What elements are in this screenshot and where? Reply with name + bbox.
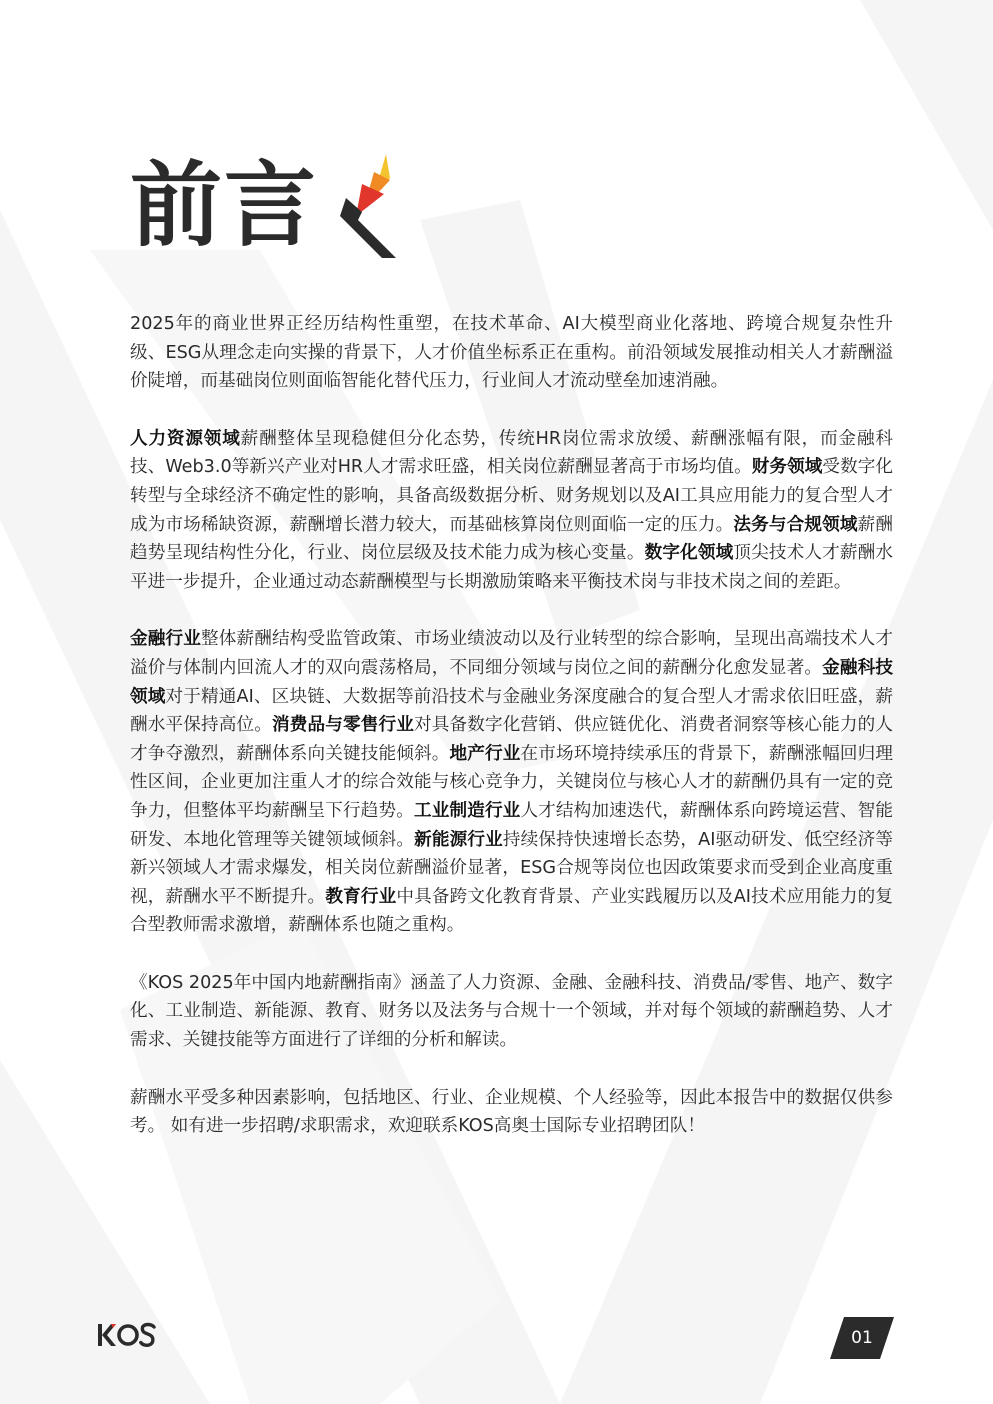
fintech-heading: 金融科技领域 <box>130 657 893 707</box>
digital-field-text: 顶尖技术人才薪酬水平进一步提升，企业通过动态薪酬模型与长期激励策略来平衡技术岗与非技术岗之间的差距。 <box>130 543 893 592</box>
brand-chevron-icon <box>340 154 400 258</box>
industrial-manufacturing-heading: 工业制造行业 <box>413 800 521 821</box>
kos-logo <box>98 1322 158 1352</box>
financial-industry-text: 整体薪酬结构受监管政策、市场业绩波动以及行业转型的综合影响，呈现出高端技术人才溢价与体制内回流人才的双向震荡格局，不同细分领域与岗位之间的薪酬分化愈发显著。 <box>130 629 893 678</box>
intro-paragraph <box>130 310 893 396</box>
disclaimer-paragraph <box>130 1084 893 1141</box>
paragraph-text: 薪酬水平受多种因素影响，包括地区、行业、企业规模、个人经验等，因此本报告中的数据仅供参考。 如有进一步招聘/求职需求，欢迎联系KOS高奥士国际专业招聘团队！ <box>130 1087 893 1137</box>
guide-scope-paragraph <box>130 969 893 1055</box>
financial-industry-heading: 金融行业 <box>130 629 201 650</box>
legal-compliance-heading: 法务与合规领域 <box>733 514 858 535</box>
industrial-manufacturing-text: 人才结构加速迭代，薪酬体系向跨境运营、智能研发、本地化管理等关键领域倾斜。 <box>130 800 893 850</box>
fintech-text: 对于精通AI、区块链、大数据等前沿技术与金融业务深度融合的复合型人才需求依旧旺盛，薪酬水平保持高位。 <box>130 686 893 736</box>
new-energy-heading: 新能源行业 <box>414 829 503 850</box>
page-number: 01 <box>851 1328 873 1348</box>
paragraph-text: 《KOS 2025年中国内地薪酬指南》涵盖了人力资源、金融、金融科技、消费品/零售、地产、数字化、工业制造、新能源、教育、财务以及法务与合规十一个领域，并对每个领域的薪酬趋势、人才需求、关键技能等方面进行了详细的分析和解读。 <box>130 972 893 1051</box>
finance-field-heading: 财务领域 <box>751 457 823 478</box>
function-trends-paragraph <box>130 425 893 597</box>
paragraph-text: 2025年的商业世界正经历结构性重塑，在技术革命、AI大模型商业化落地、跨境合规复杂性升级、ESG从理念走向实操的背景下，人才价值坐标系正在重构。前沿领域发展推动相关人才薪酬溢价陡增，而基础岗位则面临智能化替代压力，行业间人才流动壁垒加速消融。 <box>130 314 893 392</box>
new-energy-text: 持续保持快速增长态势，AI驱动研发、低空经济等新兴领域人才需求爆发，相关岗位薪酬溢价显著，ESG合规等岗位也因政策要求而受到企业高度重视，薪酬水平不断提升。 <box>130 829 893 907</box>
real-estate-text: 在市场环境持续承压的背景下，薪酬涨幅回归理性区间，企业更加注重人才的综合效能与核心竞争力，关键岗位与核心人才的薪酬仍具有一定的竞争力，但整体平均薪酬呈下行趋势。 <box>130 743 893 821</box>
industry-trends-paragraph <box>130 625 893 940</box>
digital-field-heading: 数字化领域 <box>644 543 734 564</box>
consumer-retail-text: 对具备数字化营销、供应链优化、消费者洞察等核心能力的人才争夺激烈，薪酬体系向关键技能倾斜。 <box>130 715 893 764</box>
hr-field-text: 薪酬整体呈现稳健但分化态势，传统HR岗位需求放缓、薪酬涨幅有限，而金融科技、Web3.0等新兴产业对HR人才需求旺盛，相关岗位薪酬显著高于市场均值。 <box>130 428 893 478</box>
page-title: 前言 <box>130 152 319 259</box>
real-estate-heading: 地产行业 <box>449 743 521 764</box>
finance-field-text: 受数字化转型与全球经济不确定性的影响，具备高级数据分析、财务规划以及AI工具应用能力的复合型人才成为市场稀缺资源，薪酬增长潜力较大，而基础核算岗位则面临一定的压力。 <box>130 457 893 535</box>
title-block <box>130 150 400 262</box>
kos-logo-icon <box>98 1322 158 1348</box>
consumer-retail-heading: 消费品与零售行业 <box>271 715 414 736</box>
hr-field-heading: 人力资源领域 <box>130 428 241 449</box>
legal-compliance-text: 薪酬趋势呈现结构性分化，行业、岗位层级及技术能力成为核心变量。 <box>130 514 893 564</box>
body-content <box>130 310 893 1170</box>
education-heading: 教育行业 <box>325 886 397 907</box>
page-number-tab <box>830 1317 894 1359</box>
education-text: 中具备跨文化教育背景、产业实践履历以及AI技术应用能力的复合型教师需求激增，薪酬体系也随之重构。 <box>130 886 893 936</box>
